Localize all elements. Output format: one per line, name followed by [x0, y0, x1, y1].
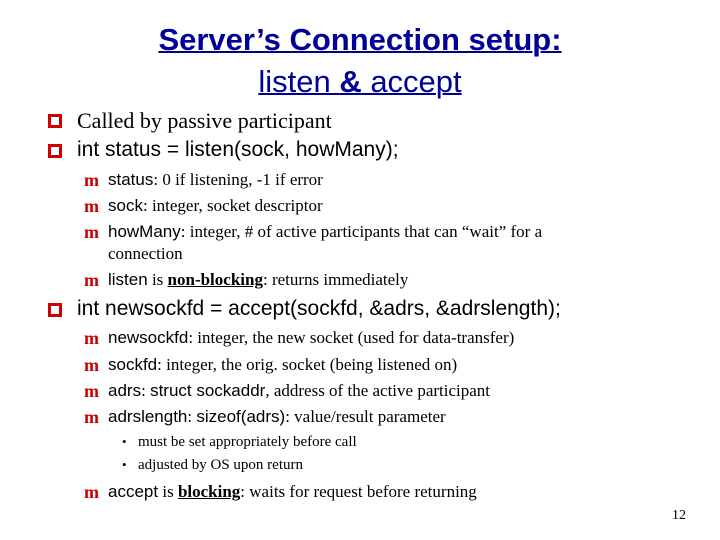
sub-sub-bullet-text: must be set appropriately before call: [138, 434, 357, 450]
dot-bullet-icon: •: [122, 457, 127, 472]
sub-bullet-marker-icon: m: [84, 381, 99, 401]
sub-bullet-text: howMany: integer, # of active participants that can “wait” for a: [108, 222, 543, 241]
sub-bullet-text: connection: [108, 244, 183, 263]
sub-bullet-text: status: 0 if listening, -1 if error: [108, 170, 323, 189]
sub-bullet-marker-icon: m: [84, 407, 99, 427]
square-bullet-icon: [48, 144, 62, 158]
subtitle-listen: listen: [258, 64, 340, 99]
sub-bullet-text: listen is non-blocking: returns immediately: [108, 270, 409, 289]
subtitle-ampersand: &: [339, 64, 362, 99]
sub-bullet-marker-icon: m: [84, 482, 99, 502]
page-number: 12: [672, 508, 686, 523]
sub-bullet-text: accept is blocking: waits for request before returning: [108, 482, 477, 501]
sub-bullet-text: adrs: struct sockaddr, address of the active participant: [108, 381, 491, 400]
sub-bullet-text: sock: integer, socket descriptor: [108, 196, 323, 215]
square-bullet-icon: [48, 114, 62, 128]
sub-sub-bullet-text: adjusted by OS upon return: [138, 457, 303, 473]
sub-bullet-marker-icon: m: [84, 222, 99, 242]
sub-bullet-marker-icon: m: [84, 196, 99, 216]
dot-bullet-icon: •: [122, 434, 127, 449]
square-bullet-icon: [48, 303, 62, 317]
slide-subtitle: [0, 64, 720, 100]
sub-bullet-marker-icon: m: [84, 270, 99, 290]
sub-bullet-text: adrslength: sizeof(adrs): value/result parameter: [108, 407, 446, 426]
slide-title: Server’s Connection setup:: [158, 22, 562, 57]
sub-bullet-marker-icon: m: [84, 328, 99, 348]
sub-bullet-marker-icon: m: [84, 355, 99, 375]
sub-bullet-text: sockfd: integer, the orig. socket (being listened on): [108, 355, 458, 374]
subtitle-accept: accept: [361, 64, 462, 99]
sub-bullet-marker-icon: m: [84, 170, 99, 190]
bullet-text: int status = listen(sock, howMany);: [77, 138, 399, 161]
bullet-text: int newsockfd = accept(sockfd, &adrs, &adrslength);: [77, 297, 561, 320]
sub-bullet-text: newsockfd: integer, the new socket (used for data-transfer): [108, 328, 515, 347]
bullet-text: Called by passive participant: [77, 108, 332, 133]
